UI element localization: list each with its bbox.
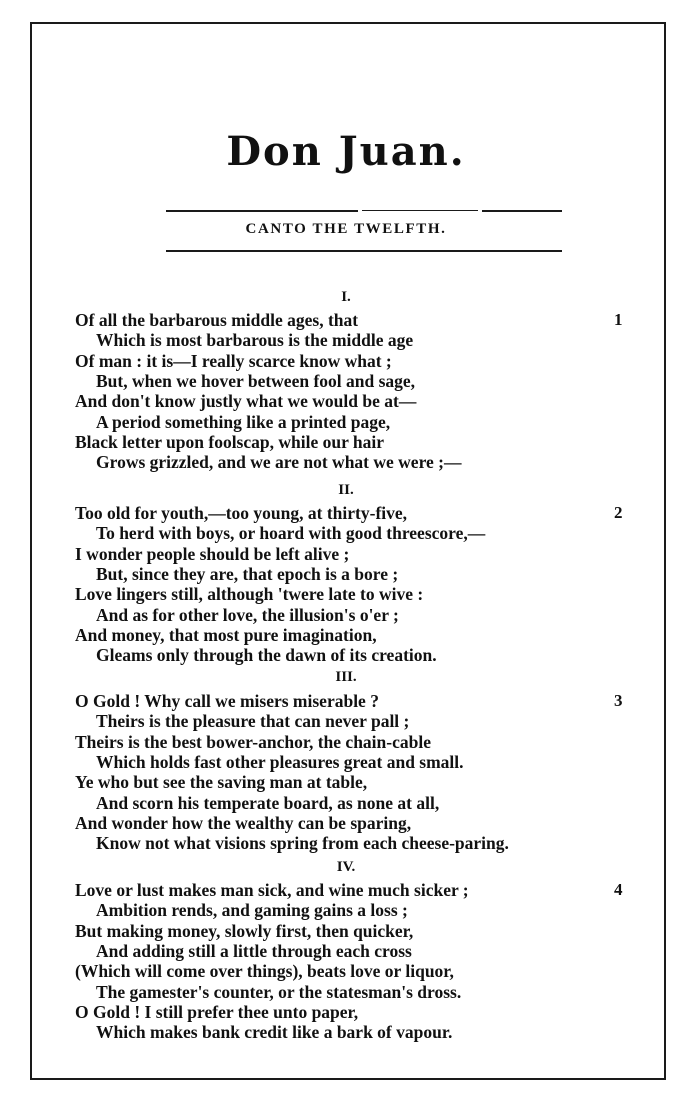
verse-line: O Gold ! I still prefer thee unto paper, [75,1001,359,1022]
verse-line: And money, that most pure imagination, [75,624,377,645]
verse-line: Theirs is the best bower-anchor, the chain-cable [75,731,431,752]
page-title: Don Juan. [226,128,466,175]
verse-line: But, when we hover between fool and sage, [96,370,416,391]
verse-line: To herd with boys, or hoard with good threescore,— [96,523,486,544]
verse-line: But making money, slowly first, then quicker, [75,920,414,941]
verse-line: And as for other love, the illusion's o'er ; [96,604,399,625]
stanza-numeral: IV. [336,859,356,875]
verse-line: And scorn his temperate board, as none at all, [96,792,440,813]
verse-line: And adding still a little through each cross [96,940,412,961]
verse-line: I wonder people should be left alive ; [75,543,350,564]
canto-rule [166,250,562,252]
stanza-number: 1 [614,310,623,329]
verse-line: Ambition rends, and gaming gains a loss ; [96,900,408,921]
verse-line: But, since they are, that epoch is a bore ; [96,563,399,584]
verse-line: Know not what visions spring from each cheese-paring. [96,833,509,854]
verse-line: Love lingers still, although 'twere late to wive : [75,584,424,605]
verse-line: Which makes bank credit like a bark of vapour. [96,1022,453,1043]
verse-line: Which is most barbarous is the middle age [96,330,414,351]
stanza-number: 2 [614,503,623,522]
verse-line: Gleams only through the dawn of its creation. [96,645,437,666]
title-rule-right [482,210,562,212]
title-rule-mid [362,210,478,211]
stanza-number: 4 [614,880,623,899]
verse-line: Ye who but see the saving man at table, [75,772,368,793]
canto-heading: CANTO THE TWELFTH. [245,221,447,237]
stanza-numeral: II. [338,482,354,498]
verse-line: Black letter upon foolscap, while our hair [75,431,385,452]
verse-line: Love or lust makes man sick, and wine much sicker ; [75,880,469,900]
verse-line: Of man : it is—I really scarce know what ; [75,350,392,371]
verse-line: (Which will come over things), beats love or liquor, [75,961,454,982]
verse-line: Which holds fast other pleasures great and small. [96,751,464,772]
verse-line: Theirs is the pleasure that can never pall ; [96,711,410,732]
verse-line: And don't know justly what we would be at— [75,391,417,412]
verse-line: The gamester's counter, or the statesman's dross. [96,981,462,1002]
verse-line: O Gold ! Why call we misers miserable ? [75,691,379,711]
verse-line: And wonder how the wealthy can be sparing, [75,812,412,833]
verse-line: Too old for youth,—too young, at thirty-five, [75,503,408,523]
stanza-number: 3 [614,691,623,710]
stanza-numeral: I. [341,289,351,305]
verse-line: A period something like a printed page, [96,411,391,432]
stanza-numeral: III. [335,669,357,685]
title-rule-left [166,210,358,212]
verse-line: Grows grizzled, and we are not what we were ;— [96,452,462,473]
verse-line: Of all the barbarous middle ages, that [75,310,359,330]
